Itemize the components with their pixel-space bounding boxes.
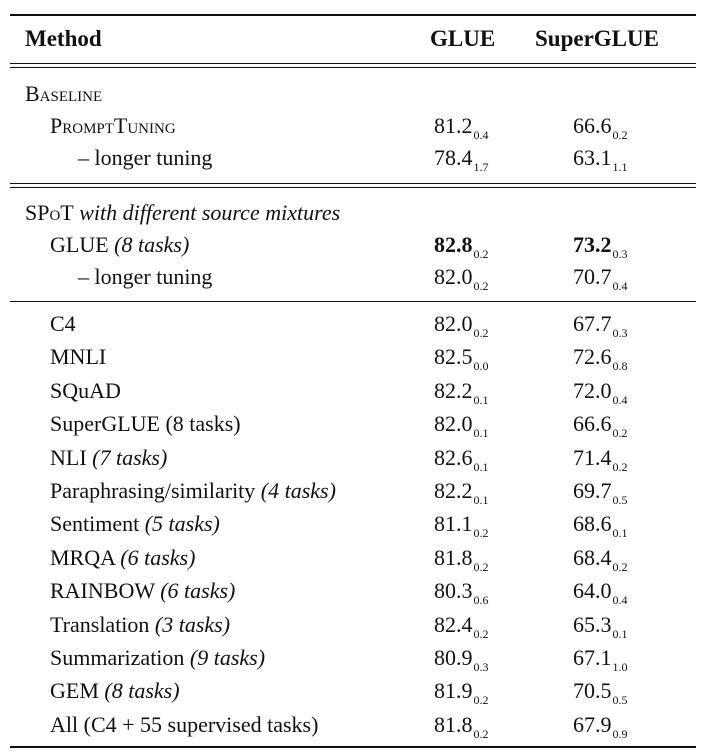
- row-method: – longer tuning: [78, 264, 213, 289]
- row-method: RAINBOW (6 tasks): [50, 578, 236, 603]
- glue-score: $78.4_{1.7}$: [434, 145, 489, 174]
- spot-title: SPoT with different source mixtures: [25, 200, 341, 225]
- table-row: [0, 609, 706, 641]
- superglue-std: 0.4: [612, 393, 628, 407]
- superglue-score: $72.0_{0.4}$: [573, 378, 628, 407]
- superglue-score: $69.7_{0.5}$: [573, 478, 628, 507]
- table-row: [0, 575, 706, 607]
- superglue-score: $65.3_{0.1}$: [573, 612, 628, 641]
- row-method: NLI (7 tasks): [50, 445, 168, 470]
- superglue-score: $66.6_{0.2}$: [573, 411, 628, 440]
- table-row: [0, 508, 706, 540]
- glue-std: 0.1: [473, 426, 489, 440]
- superglue-score: $72.6_{0.8}$: [573, 344, 628, 373]
- mixture-rule: [10, 301, 696, 302]
- row-method: PromptTuning: [50, 113, 176, 138]
- superglue-std: 0.9: [612, 727, 628, 741]
- superglue-score: $73.2_{0.3}$: [573, 232, 628, 261]
- table-row: [0, 709, 706, 741]
- glue-score: $82.4_{0.2}$: [434, 612, 489, 641]
- header-method: Method: [25, 26, 102, 51]
- table-row: [0, 408, 706, 440]
- glue-std: 0.1: [473, 493, 489, 507]
- header-glue: GLUE: [430, 26, 496, 51]
- glue-std: 0.2: [473, 279, 489, 293]
- table-row: [0, 261, 706, 293]
- table-row: [0, 341, 706, 373]
- table-row: [0, 110, 706, 142]
- superglue-score: $68.4_{0.2}$: [573, 545, 628, 574]
- row-method: MRQA (6 tasks): [50, 545, 196, 570]
- section-baseline-title: [0, 78, 706, 110]
- glue-std: 0.1: [473, 460, 489, 474]
- glue-score: $82.2_{0.1}$: [434, 478, 489, 507]
- row-method: – longer tuning: [78, 145, 213, 170]
- superglue-score: $67.9_{0.9}$: [573, 712, 628, 741]
- table-row: [0, 142, 706, 174]
- glue-score: $82.0_{0.2}$: [434, 264, 489, 293]
- glue-std: 0.4: [473, 128, 489, 142]
- section-double-rule-2: [10, 187, 696, 188]
- row-method: Paraphrasing/similarity (4 tasks): [50, 478, 336, 503]
- table-row: [0, 308, 706, 340]
- glue-std: 0.2: [473, 727, 489, 741]
- glue-std: 0.2: [473, 326, 489, 340]
- baseline-title: Baseline: [25, 81, 103, 106]
- glue-std: 0.2: [473, 560, 489, 574]
- superglue-std: 0.4: [612, 593, 628, 607]
- superglue-std: 0.2: [612, 426, 628, 440]
- superglue-std: 1.1: [612, 160, 628, 174]
- row-method: All (C4 + 55 supervised tasks): [50, 712, 319, 737]
- header-row: [0, 23, 706, 55]
- glue-score: $81.8_{0.2}$: [434, 545, 489, 574]
- header-superglue: SuperGLUE: [535, 26, 659, 51]
- table-row: [0, 475, 706, 507]
- glue-std: 0.2: [473, 627, 489, 641]
- glue-score: $81.1_{0.2}$: [434, 511, 489, 540]
- glue-std: 0.3: [473, 660, 489, 674]
- glue-score: $80.3_{0.6}$: [434, 578, 489, 607]
- glue-score: $82.2_{0.1}$: [434, 378, 489, 407]
- superglue-std: 0.1: [612, 627, 628, 641]
- section-double-rule-1: [10, 183, 696, 184]
- row-method: GEM (8 tasks): [50, 678, 180, 703]
- superglue-score: $71.4_{0.2}$: [573, 445, 628, 474]
- superglue-std: 1.0: [612, 660, 628, 674]
- row-method: SQuAD: [50, 378, 121, 403]
- glue-std: 0.2: [473, 526, 489, 540]
- superglue-std: 0.3: [612, 326, 628, 340]
- glue-std: 0.1: [473, 393, 489, 407]
- glue-score: $81.2_{0.4}$: [434, 113, 489, 142]
- section-spot-title: [0, 197, 706, 229]
- superglue-score: $66.6_{0.2}$: [573, 113, 628, 142]
- glue-std: 0.6: [473, 593, 489, 607]
- glue-score: $82.0_{0.2}$: [434, 311, 489, 340]
- table-row: [0, 442, 706, 474]
- glue-std: 0.0: [473, 359, 489, 373]
- glue-score: $82.5_{0.0}$: [434, 344, 489, 373]
- header-double-rule-2: [10, 67, 696, 68]
- superglue-std: 0.5: [612, 693, 628, 707]
- row-method: Sentiment (5 tasks): [50, 511, 220, 536]
- glue-std: 0.2: [473, 247, 489, 261]
- row-method: C4: [50, 311, 76, 336]
- glue-score: $81.9_{0.2}$: [434, 678, 489, 707]
- glue-score: $82.6_{0.1}$: [434, 445, 489, 474]
- bottom-rule: [10, 746, 696, 748]
- superglue-std: 0.3: [612, 247, 628, 261]
- superglue-std: 0.5: [612, 493, 628, 507]
- top-rule: [10, 14, 696, 16]
- row-method: Translation (3 tasks): [50, 612, 231, 637]
- glue-score: $80.9_{0.3}$: [434, 645, 489, 674]
- row-method: Summarization (9 tasks): [50, 645, 266, 670]
- row-method: MNLI: [50, 344, 107, 369]
- row-method: SuperGLUE (8 tasks): [50, 411, 241, 436]
- superglue-std: 0.8: [612, 359, 628, 373]
- superglue-score: $63.1_{1.1}$: [573, 145, 628, 174]
- superglue-std: 0.1: [612, 526, 628, 540]
- superglue-score: $67.7_{0.3}$: [573, 311, 628, 340]
- superglue-score: $68.6_{0.1}$: [573, 511, 628, 540]
- superglue-score: $70.5_{0.5}$: [573, 678, 628, 707]
- table-row: [0, 229, 706, 261]
- table-row: [0, 542, 706, 574]
- header-double-rule-1: [10, 63, 696, 64]
- table-row: [0, 675, 706, 707]
- superglue-std: 0.4: [612, 279, 628, 293]
- superglue-std: 0.2: [612, 128, 628, 142]
- superglue-score: $70.7_{0.4}$: [573, 264, 628, 293]
- glue-score: $82.0_{0.1}$: [434, 411, 489, 440]
- glue-score: $82.8_{0.2}$: [434, 232, 489, 261]
- glue-std: 1.7: [473, 160, 489, 174]
- table-row: [0, 642, 706, 674]
- superglue-score: $67.1_{1.0}$: [573, 645, 628, 674]
- glue-score: $81.8_{0.2}$: [434, 712, 489, 741]
- superglue-std: 0.2: [612, 560, 628, 574]
- glue-std: 0.2: [473, 693, 489, 707]
- superglue-std: 0.2: [612, 460, 628, 474]
- table-row: [0, 375, 706, 407]
- row-method: GLUE (8 tasks): [50, 232, 190, 257]
- superglue-score: $64.0_{0.4}$: [573, 578, 628, 607]
